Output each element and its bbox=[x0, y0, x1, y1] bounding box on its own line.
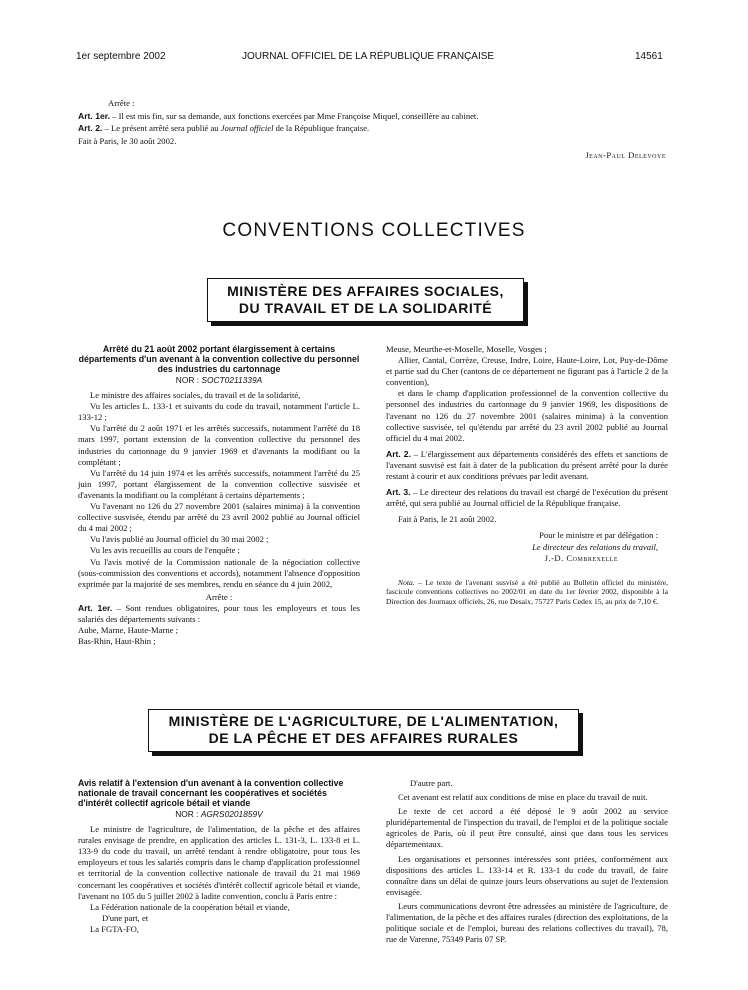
decree2-title: Avis relatif à l'extension d'un avenant à la convention collective nationale de travail concernant les coopératives et sociétés d'intérêt collectif agricole bétail et viande bbox=[78, 778, 344, 808]
decree2-right-para: Cet avenant est relatif aux conditions de mise en place du travail de nuit. bbox=[398, 792, 648, 803]
decree1-arrete: Arrête : bbox=[205, 591, 233, 602]
decree1-signature-line-1: Pour le ministre et par délégation : bbox=[539, 530, 658, 541]
ministry-line-2: DU TRAVAIL ET DE LA SOLIDARITÉ bbox=[238, 300, 493, 316]
top-signature: Jean-Paul Delevoye bbox=[585, 150, 666, 161]
decree1-para: Vu l'avis motivé de la Commission nationale de la négociation collective (sous-commission des conventions et accords), notamment l'absence d'opposition exprimée par la majorité de ses membres, rendu en séance du 4 juin 2002, bbox=[78, 556, 360, 589]
decree1-right-para: Allier, Cantal, Corrèze, Creuse, Indre, Loire, Haute-Loire, Lot, Puy-de-Dôme et partie sud du Cher (cantons de ce département ne figurant pas à l'article 2 de la convention), bbox=[386, 355, 668, 388]
decree2-para: D'une part, et bbox=[102, 912, 149, 923]
top-article-2: Art. 2. – Le présent arrêté sera publié au Journal officiel de la République française. bbox=[78, 123, 370, 134]
decree2-right-para: Les organisations et personnes intéressées sont priées, conformément aux dispositions des articles L. 133-14 et R. 133-1 du code du travail, de faire connaître dans un délai de quinze jours leurs observations au sujet de l'extension envisagée. bbox=[386, 853, 668, 897]
decree1-para: Vu l'avis publié au Journal officiel du 30 mai 2002 ; bbox=[90, 534, 269, 545]
decree1-article-2: Art. 2. – L'élargissement aux départements considérés des effets et sanctions de l'avenant susvisé est fait à dater de la publication du présent arrêté pour la durée restant à courir et aux conditions prévues par ledit avenant. bbox=[386, 448, 668, 482]
decree2-para: Le ministre de l'agriculture, de l'alimentation, de la pêche et des affaires rurales envisage de prendre, en application des articles L. 131-3, L. 133-8 et L. 133-9 du code du travail, un arrêté tendant à rendre obligatoire, pour tous les employeurs et tous les salariés compris dans le champ d'application professionnel et territorial de la convention collective nationale de travail du 21 mai 1969 concernant les coopératives et sociétés d'intérêt collectif agricole bétail et viande, l'avenant no 105 du 5 juillet 2002 à ladite convention, conclu à Paris entre : bbox=[78, 824, 360, 901]
decree1-para: Vu les articles L. 133-1 et suivants du code du travail, notamment l'article L. 133-12 ; bbox=[78, 401, 360, 423]
decree1-dept-line: Meuse, Meurthe-et-Moselle, Moselle, Vosges ; bbox=[386, 344, 547, 354]
decree2-right-para: D'autre part. bbox=[410, 778, 453, 788]
ministry-box-social-affairs bbox=[207, 278, 524, 322]
decree2-para: La FGTA-FO, bbox=[90, 923, 139, 934]
top-arrete: Arrête : bbox=[108, 98, 135, 108]
ministry-box-agriculture bbox=[148, 709, 579, 752]
decree1-note: Nota. – Le texte de l'avenant susvisé a été publié au Bulletin officiel du ministère, fascicule conventions collectives no 2002/01 en date du 1er février 2002, disponible à la Direction des Journaux officiels, 26, rue Desaix, 75727 Paris Cedex 15, au prix de 7,10 €. bbox=[386, 577, 668, 606]
ministry-line-1: MINISTÈRE DE L'AGRICULTURE, DE L'ALIMENTATION, bbox=[168, 713, 559, 729]
top-article-1: Art. 1er. – Il est mis fin, sur sa demande, aux fonctions exercées par Mme Françoise Miquel, conseillère au cabinet. bbox=[78, 110, 479, 121]
decree1-nor: NOR : SOCT0211339A bbox=[175, 375, 263, 385]
decree2-left-column bbox=[78, 778, 360, 935]
decree1-signature-name: J.-D. Combrexelle bbox=[544, 552, 618, 563]
header-date: 1er septembre 2002 bbox=[76, 51, 166, 62]
decree1-article-1: Art. 1er. – Sont rendues obligatoires, pour tous les employeurs et tous les salariés des départements suivants : bbox=[78, 602, 360, 624]
decree2-nor: NOR : AGRS0201859V bbox=[175, 809, 263, 819]
decree1-fait: Fait à Paris, le 21 août 2002. bbox=[398, 514, 497, 525]
section-title: CONVENTIONS COLLECTIVES bbox=[222, 220, 526, 241]
decree1-para: Le ministre des affaires sociales, du travail et de la solidarité, bbox=[90, 390, 301, 401]
decree2-right-column bbox=[386, 778, 668, 945]
decree1-para: Vu l'avenant no 126 du 27 novembre 2001 (salaires minima) à la convention collective susvisée, étendu par arrêté du 23 avril 2002 publié au Journal officiel du 4 mai 2002 ; bbox=[78, 501, 360, 534]
decree2-para: La Fédération nationale de la coopération bétail et viande, bbox=[90, 901, 290, 912]
ministry-line-2: DE LA PÊCHE ET DES AFFAIRES RURALES bbox=[208, 730, 519, 746]
decree1-signature-line-2: Le directeur des relations du travail, bbox=[532, 541, 658, 552]
header-page-number: 14561 bbox=[635, 51, 663, 62]
decree1-dept-line: Bas-Rhin, Haut-Rhin ; bbox=[78, 636, 156, 647]
header-journal-title: JOURNAL OFFICIEL DE LA RÉPUBLIQUE FRANÇAISE bbox=[242, 51, 495, 62]
decree1-article-3: Art. 3. – Le directeur des relations du travail est chargé de l'exécution du présent arrêté, qui sera publié au Journal officiel de la République française. bbox=[386, 487, 668, 509]
decree1-right-para: et dans le champ d'application professionnel de la convention collective du personnel des industries du cartonnage du 9 janvier 1969, les dispositions de l'avenant no 126 du 27 novembre 2001 (salaires minima) à la convention collective susvisée, tel qu'étendu par arrêté du 23 avril 2002 publié au Journal officiel du 4 mai 2002. bbox=[386, 388, 668, 443]
decree1-para: Vu l'arrêté du 14 juin 1974 et les arrêtés successifs, notamment l'arrêté du 25 juin 1997, portant élargissement de la convention collective susvisée et d'avenants la modifiant ou la complétant à certains départements ; bbox=[78, 467, 360, 500]
decree1-dept-line: Aube, Marne, Haute-Marne ; bbox=[78, 625, 178, 636]
decree1-para: Vu l'arrêté du 2 août 1971 et les arrêtés successifs, notamment l'arrêté du 18 mars 1997, portant extension de la convention collective du personnel des industries du cartonnage du 9 janvier 1969 et d'avenants la modifiant ou la complétant ; bbox=[78, 423, 360, 467]
decree2-right-para: Le texte de cet accord a été déposé le 9 août 2002 au service pluridépartemental de l'inspection du travail, de l'emploi et de la politique sociale agricoles de Paris, où il peut être consulté, ainsi que dans tous les services départementaux. bbox=[386, 806, 668, 850]
ministry-line-1: MINISTÈRE DES AFFAIRES SOCIALES, bbox=[227, 283, 504, 299]
decree1-title: Arrêté du 21 août 2002 portant élargissement à certains départements d'un avenant à la convention collective du personnel des industries du cartonnage bbox=[78, 344, 360, 374]
decree1-right-column bbox=[386, 344, 668, 606]
top-fait: Fait à Paris, le 30 août 2002. bbox=[78, 135, 177, 146]
top-decree bbox=[78, 97, 670, 162]
decree1-left-column bbox=[78, 344, 360, 647]
decree2-right-para: Leurs communications devront être adressées au ministère de l'agriculture, de l'alimentation, de la pêche et des affaires rurales (direction des exploitations, de la politique sociale et de l'emploi, bureau des relations collectives du travail), 78, rue de Varenne, 75349 Paris 07 SP. bbox=[386, 900, 668, 945]
decree1-para: Vu les avis recueillis au cours de l'enquête ; bbox=[90, 545, 240, 556]
